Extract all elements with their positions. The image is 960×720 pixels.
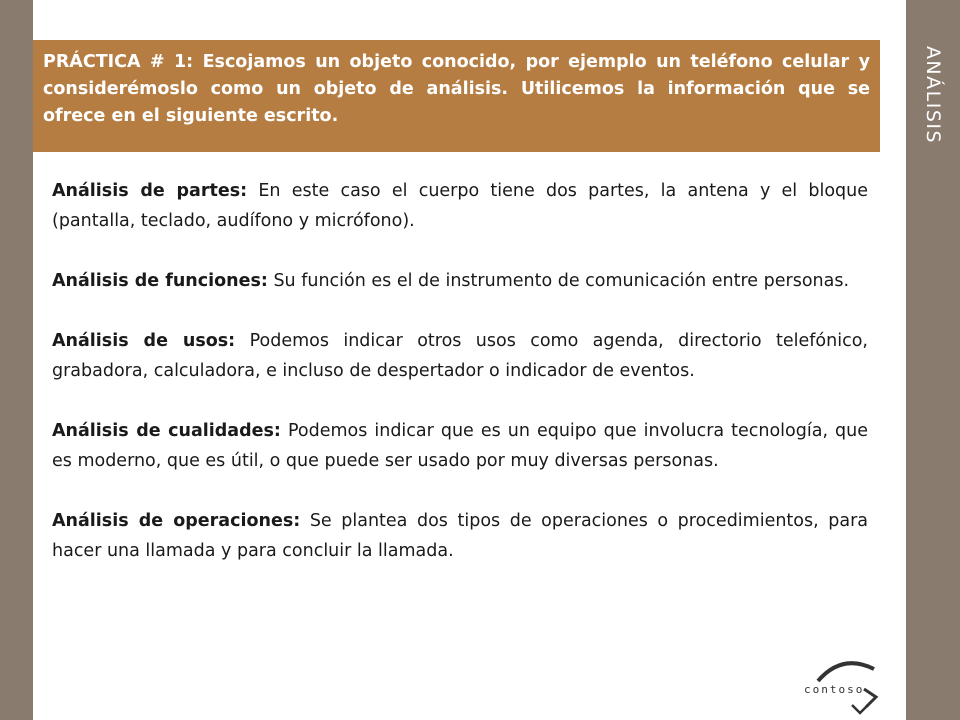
section-heading: Análisis de usos: — [52, 331, 236, 351]
section-heading: Análisis de funciones: — [52, 271, 268, 291]
section-usos — [52, 326, 868, 386]
banner-text: PRÁCTICA # 1: Escojamos un objeto conocido, por ejemplo un teléfono celular y considerémoslo como un objeto de análisis. Utilicemos la información que se ofrece en el siguiente escrito. — [43, 52, 870, 126]
section-text: Su función es el de instrumento de comunicación entre personas. — [267, 271, 850, 291]
section-text: Podemos indicar otros usos como agenda, directorio telefónico, grabadora, calculadora, e incluso de despertador o indicador de eventos. — [52, 331, 868, 381]
section-operaciones — [52, 506, 868, 566]
section-funciones — [52, 266, 868, 296]
section-text: Podemos indicar que es un equipo que involucra tecnología, que es moderno, que es útil, o que puede ser usado por muy diversas personas. — [52, 421, 869, 471]
logo-text: contoso — [804, 683, 865, 696]
section-text: Se plantea dos tipos de operaciones o procedimientos, para hacer una llamada y para concluir la llamada. — [52, 511, 869, 561]
section-heading: Análisis de cualidades: — [52, 421, 281, 441]
section-heading: Análisis de operaciones: — [52, 511, 301, 531]
section-cualidades — [52, 416, 868, 476]
analysis-content — [52, 176, 868, 596]
section-text: En este caso el cuerpo tiene dos partes, la antena y el bloque (pantalla, teclado, audífono y micrófono). — [52, 181, 869, 231]
practice-banner — [33, 40, 880, 152]
left-side-bar — [0, 0, 33, 720]
contoso-logo — [800, 655, 885, 715]
section-partes — [52, 176, 868, 236]
section-heading: Análisis de partes: — [52, 181, 248, 201]
side-title: ANÁLISIS — [922, 45, 944, 145]
